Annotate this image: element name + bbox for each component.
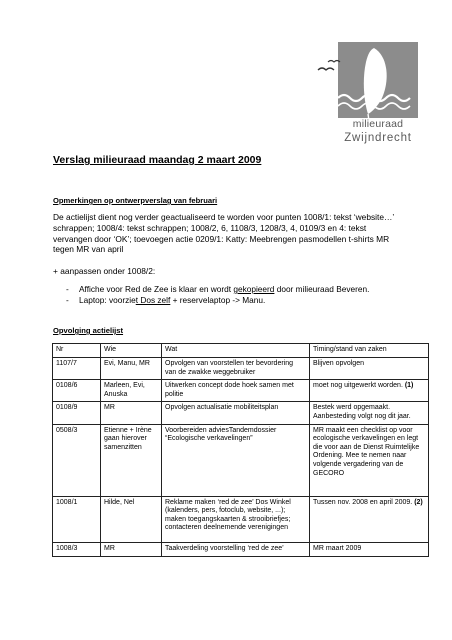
header-wat: Wat <box>162 344 310 358</box>
cell-nr: 0508/3 <box>53 424 101 496</box>
document-title: Verslag milieuraad maandag 2 maart 2009 <box>53 154 262 166</box>
cell-timing <box>310 424 429 496</box>
footnote-ref: (1) <box>404 382 414 390</box>
bullet-text-part: + reservelaptop -> Manu. <box>170 294 266 305</box>
bullet-list <box>66 284 406 305</box>
cell-wie: MR <box>101 542 162 556</box>
cell-wie: Marleen, Evi, Anuska <box>101 380 162 402</box>
bullet-item <box>66 295 406 306</box>
cell-wat: Opvolgen van voorstellen ter bevordering van de zwakke weggebruiker <box>162 358 310 380</box>
bullet-dash: - <box>66 284 69 294</box>
bullet-text-part: Affiche voor Red de Zee is klaar en wordt <box>79 284 234 294</box>
timing-text: moet nog uitgewerkt worden. <box>313 382 405 390</box>
bullet-text-part: Laptop: voorzie <box>79 294 136 305</box>
cell-timing <box>310 402 429 424</box>
cell-nr: 0108/9 <box>53 402 101 424</box>
cell-timing <box>310 496 429 542</box>
logo-bird-icon <box>318 68 334 70</box>
remarks-paragraph: De actielijst dient nog verder geactualiseerd te worden voor punten 1008/1: tekst ‘website…’ schrappen; 1008/4: tekst schrappen; 1008/2, 6, 1108/3, 1208/3, 4, 0109/3 en 4: tekst vervangen door ‘OK’; toevoegen actie 0209/1: Katty: Meebrengen pasmodellen t-shirts MR tegen MR van april <box>53 212 394 255</box>
bullet-dash: - <box>66 294 69 305</box>
table-row <box>53 358 429 380</box>
table-row <box>53 424 429 496</box>
cell-wat: Uitwerken concept dode hoek samen met politie <box>162 380 310 402</box>
cell-wie: MR <box>101 402 162 424</box>
cell-nr: 1107/7 <box>53 358 101 380</box>
cell-nr: 0108/6 <box>53 380 101 402</box>
timing-text: MR maakt een checklist op voor ecologische verkavelingen en legt die voor aan de Dienst Ruimtelijke Ordening. Mee te nemen naar volgende vergadering van de GECORO <box>313 426 420 477</box>
timing-text: Tussen nov. 2008 en april 2009. <box>313 498 415 506</box>
bullet-item <box>66 284 406 295</box>
milieuraad-logo <box>302 40 420 148</box>
table-row <box>53 402 429 424</box>
bullet-text-part: door milieuraad Beveren. <box>274 284 370 294</box>
cell-timing <box>310 358 429 380</box>
header-timing: Timing/stand van zaken <box>310 344 429 358</box>
header-wie: Wie <box>101 344 162 358</box>
bullet-underlined-text: gekopieerd <box>233 284 275 294</box>
bullet-text <box>79 295 265 306</box>
cell-wat: Voorbereiden adviesTandemdossier “Ecologische verkavelingen” <box>162 424 310 496</box>
cell-timing <box>310 542 429 556</box>
logo-wordmark: milieuraad <box>352 118 404 130</box>
addition-line: + aanpassen onder 1008/2: <box>53 266 156 276</box>
section-heading-actions: Opvolging actielijst <box>53 326 124 335</box>
cell-wie: Etienne + Irène gaan hierover samenzitten <box>101 424 162 496</box>
table-header-row <box>53 344 429 358</box>
timing-text: Bestek werd opgemaakt. Aanbesteding volgt nog dit jaar. <box>313 404 411 420</box>
cell-wat: Reklame maken ‘red de zee’ Dos Winkel (kalenders, pers, fotoclub, website, ...); maken toegangskaarten & strooibriefjes; contacteren deelnemende verenigingen <box>162 496 310 542</box>
bullet-text <box>79 284 369 295</box>
action-list-table <box>52 343 429 557</box>
table-row <box>53 542 429 556</box>
cell-timing <box>310 380 429 402</box>
cell-wie: Hilde, Nel <box>101 496 162 542</box>
logo-city-name: Zwijndrecht <box>344 132 412 144</box>
section-heading-remarks: Opmerkingen op ontwerpverslag van februari <box>53 196 218 205</box>
cell-wat: Opvolgen actualisatie mobiliteitsplan <box>162 402 310 424</box>
header-nr: Nr <box>53 344 101 358</box>
footnote-ref: (2) <box>414 498 423 506</box>
bullet-underlined-text: t Dos zelf <box>135 294 171 305</box>
timing-text: MR maart 2009 <box>313 544 362 552</box>
cell-nr: 1008/1 <box>53 496 101 542</box>
cell-wat: Taakverdeling voorstelling ‘red de zee’ <box>162 542 310 556</box>
table-row <box>53 380 429 402</box>
table-row <box>53 496 429 542</box>
timing-text: Blijven opvolgen <box>313 360 364 367</box>
cell-nr: 1008/3 <box>53 542 101 556</box>
cell-wie: Evi, Manu, MR <box>101 358 162 380</box>
